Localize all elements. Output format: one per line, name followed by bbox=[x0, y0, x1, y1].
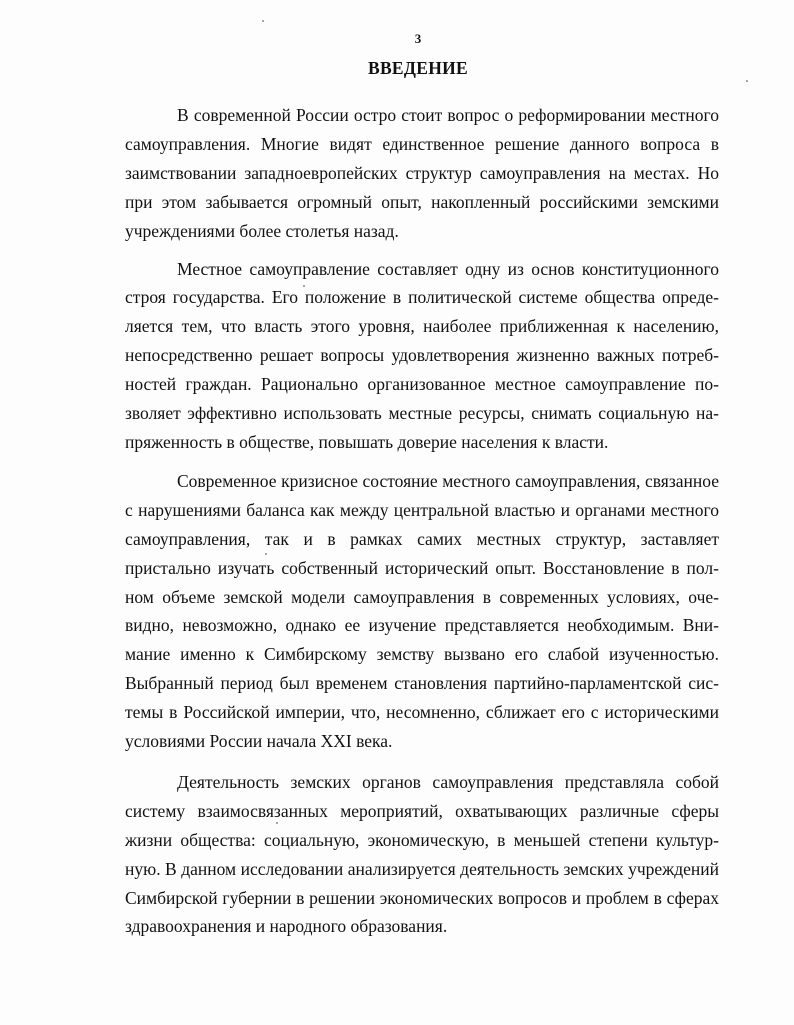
page-title: ВВЕДЕНИЕ bbox=[367, 58, 469, 78]
paragraph: Деятельность земских органов самоуправления представляла собой систему взаимосвязанных мероприятий, охватывающих различные сферы жизни общества: социальную, экономическую, в меньшей степени культурную. В данном исследовании анализируется деятельность земских учреждений Симбирской губернии в решении экономических вопросов и проблем в сферах здравоохранения и народного образования. bbox=[125, 771, 719, 937]
paragraph: Современное кризисное состояние местного самоуправления, связанное с нарушениями баланса как между центральной властью и органами местного самоуправления, так и в рамках самих местных структур, заставляет пристально изучать собственный исторический опыт. Восстановление в полном объеме земской модели самоуправления в современных условиях, очевидно, невозможно, однако ее изучение представляется необходимым. Внимание именно к Симбирскому земству вызвано его слабой изученностью. Выбранный период был временем становления партийно-парламентской системы в Российской империи, что, несомненно, сближает его с историческими условиями России начала XXI века. bbox=[125, 470, 719, 752]
page-number: 3 bbox=[414, 31, 422, 46]
body-text bbox=[125, 101, 719, 941]
scan-speck bbox=[746, 80, 748, 82]
paragraph: В современной России остро стоит вопрос о реформировании местного самоуправления. Многие видят единственное решение данного вопроса в заимствовании западноевропейских структур самоуправления на местах. Но при этом забывается огромный опыт, накопленный российскими земскими учреждениями более столетья назад. bbox=[125, 105, 719, 241]
scan-speck bbox=[262, 20, 264, 22]
paragraph: Местное самоуправление составляет одну из основ конституционного строя государства. Его положение в политической системе общества определяется тем, что власть этого уровня, наиболее приближенная к населению, непосредственно решает вопросы удовлетворения жизненно важных потребностей граждан. Рационально организованное местное самоуправление позволяет эффективно использовать местные ресурсы, снимать социальную напряженность в обществе, повышать доверие населения к власти. bbox=[125, 258, 719, 452]
